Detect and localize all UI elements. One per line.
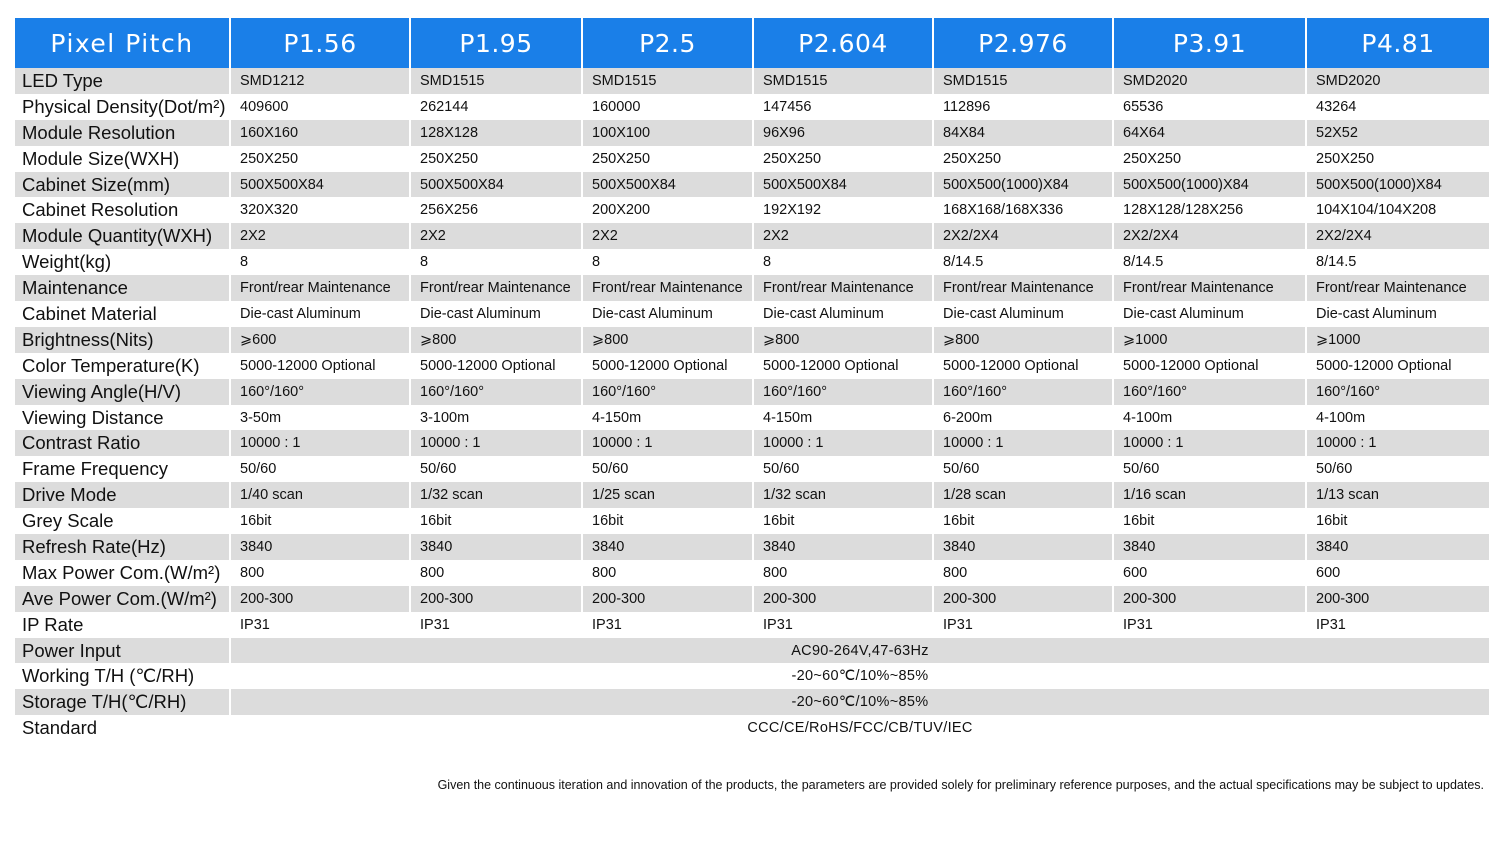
spec-value-cell: 5000-12000 Optional xyxy=(230,353,410,379)
table-row xyxy=(15,663,1489,689)
spec-value-cell: 5000-12000 Optional xyxy=(582,353,753,379)
spec-value-cell: 8 xyxy=(230,249,410,275)
spec-value-cell: 160°/160° xyxy=(582,379,753,405)
spec-value-cell: 250X250 xyxy=(230,146,410,172)
merged-value-cell: -20~60℃/10%~85% xyxy=(230,663,1489,689)
merged-value-cell: CCC/CE/RoHS/FCC/CB/TUV/IEC xyxy=(230,715,1489,741)
spec-value-cell: 16bit xyxy=(582,508,753,534)
spec-value-cell: 200-300 xyxy=(1113,586,1306,612)
spec-value-cell: 10000 : 1 xyxy=(410,430,582,456)
spec-value-cell: 3840 xyxy=(410,534,582,560)
spec-value-cell: 200-300 xyxy=(410,586,582,612)
spec-value-cell: 1/32 scan xyxy=(410,482,582,508)
spec-value-cell: 100X100 xyxy=(582,120,753,146)
header-cell-p3-91: P3.91 xyxy=(1113,18,1306,68)
spec-value-cell: 200-300 xyxy=(753,586,933,612)
spec-value-cell: 250X250 xyxy=(1113,146,1306,172)
table-row xyxy=(15,638,1489,664)
row-label: Max Power Com.(W/m²) xyxy=(15,560,230,586)
spec-value-cell: ⩾800 xyxy=(933,327,1113,353)
spec-value-cell: 4-100m xyxy=(1113,405,1306,431)
spec-value-cell: 50/60 xyxy=(1113,456,1306,482)
header-cell-p1-95: P1.95 xyxy=(410,18,582,68)
row-label: Refresh Rate(Hz) xyxy=(15,534,230,560)
table-row xyxy=(15,586,1489,612)
spec-value-cell: 5000-12000 Optional xyxy=(410,353,582,379)
spec-value-cell: 160°/160° xyxy=(933,379,1113,405)
spec-value-cell: 800 xyxy=(230,560,410,586)
spec-value-cell: 192X192 xyxy=(753,197,933,223)
row-label: Cabinet Material xyxy=(15,301,230,327)
spec-value-cell: Front/rear Maintenance xyxy=(410,275,582,301)
spec-value-cell: IP31 xyxy=(933,612,1113,638)
spec-value-cell: 500X500(1000)X84 xyxy=(1306,172,1489,198)
spec-value-cell: 50/60 xyxy=(410,456,582,482)
spec-value-cell: 10000 : 1 xyxy=(582,430,753,456)
spec-value-cell: SMD2020 xyxy=(1113,68,1306,94)
spec-value-cell: 16bit xyxy=(410,508,582,534)
spec-value-cell: 1/25 scan xyxy=(582,482,753,508)
spec-value-cell: 50/60 xyxy=(230,456,410,482)
row-label: Cabinet Resolution xyxy=(15,197,230,223)
spec-value-cell: 2X2/2X4 xyxy=(1113,223,1306,249)
spec-value-cell: Front/rear Maintenance xyxy=(582,275,753,301)
spec-value-cell: 3840 xyxy=(933,534,1113,560)
spec-value-cell: 128X128/128X256 xyxy=(1113,197,1306,223)
spec-value-cell: 5000-12000 Optional xyxy=(753,353,933,379)
spec-value-cell: SMD2020 xyxy=(1306,68,1489,94)
spec-value-cell: 10000 : 1 xyxy=(753,430,933,456)
spec-value-cell: ⩾600 xyxy=(230,327,410,353)
spec-value-cell: 500X500X84 xyxy=(753,172,933,198)
spec-value-cell: 160°/160° xyxy=(753,379,933,405)
spec-value-cell: 3-50m xyxy=(230,405,410,431)
spec-value-cell: Die-cast Aluminum xyxy=(410,301,582,327)
spec-value-cell: ⩾800 xyxy=(753,327,933,353)
spec-value-cell: 104X104/104X208 xyxy=(1306,197,1489,223)
spec-value-cell: IP31 xyxy=(753,612,933,638)
spec-value-cell: 500X500X84 xyxy=(582,172,753,198)
row-label: Grey Scale xyxy=(15,508,230,534)
spec-value-cell: 250X250 xyxy=(933,146,1113,172)
row-label: Brightness(Nits) xyxy=(15,327,230,353)
table-row xyxy=(15,94,1489,120)
spec-value-cell: 43264 xyxy=(1306,94,1489,120)
spec-value-cell: 10000 : 1 xyxy=(1113,430,1306,456)
spec-value-cell: 147456 xyxy=(753,94,933,120)
table-row xyxy=(15,560,1489,586)
spec-value-cell: Front/rear Maintenance xyxy=(1306,275,1489,301)
spec-value-cell: 200-300 xyxy=(933,586,1113,612)
spec-value-cell: 8/14.5 xyxy=(1306,249,1489,275)
spec-value-cell: 2X2 xyxy=(230,223,410,249)
spec-value-cell: 800 xyxy=(933,560,1113,586)
spec-value-cell: 3840 xyxy=(1306,534,1489,560)
table-row xyxy=(15,327,1489,353)
spec-value-cell: 250X250 xyxy=(753,146,933,172)
spec-value-cell: 262144 xyxy=(410,94,582,120)
spec-value-cell: 64X64 xyxy=(1113,120,1306,146)
spec-value-cell: 2X2 xyxy=(753,223,933,249)
row-label: Standard xyxy=(15,715,230,741)
spec-value-cell: 5000-12000 Optional xyxy=(933,353,1113,379)
spec-value-cell: Front/rear Maintenance xyxy=(753,275,933,301)
table-row xyxy=(15,146,1489,172)
spec-value-cell: IP31 xyxy=(1306,612,1489,638)
table-row xyxy=(15,120,1489,146)
row-label: Ave Power Com.(W/m²) xyxy=(15,586,230,612)
spec-value-cell: 52X52 xyxy=(1306,120,1489,146)
merged-value-cell: AC90-264V,47-63Hz xyxy=(230,638,1489,664)
table-row xyxy=(15,482,1489,508)
spec-value-cell: 160°/160° xyxy=(410,379,582,405)
spec-value-cell: 160°/160° xyxy=(1113,379,1306,405)
row-label: Module Size(WXH) xyxy=(15,146,230,172)
spec-value-cell: 3-100m xyxy=(410,405,582,431)
table-row xyxy=(15,379,1489,405)
spec-value-cell: Die-cast Aluminum xyxy=(582,301,753,327)
spec-value-cell: 16bit xyxy=(230,508,410,534)
spec-value-cell: SMD1515 xyxy=(933,68,1113,94)
spec-value-cell: 84X84 xyxy=(933,120,1113,146)
spec-value-cell: 600 xyxy=(1306,560,1489,586)
spec-value-cell: 5000-12000 Optional xyxy=(1113,353,1306,379)
spec-value-cell: IP31 xyxy=(230,612,410,638)
spec-value-cell: 500X500(1000)X84 xyxy=(1113,172,1306,198)
row-label: Cabinet Size(mm) xyxy=(15,172,230,198)
spec-value-cell: 1/40 scan xyxy=(230,482,410,508)
table-row xyxy=(15,534,1489,560)
spec-value-cell: 500X500(1000)X84 xyxy=(933,172,1113,198)
row-label: Viewing Angle(H/V) xyxy=(15,379,230,405)
spec-value-cell: Die-cast Aluminum xyxy=(230,301,410,327)
spec-value-cell: 8 xyxy=(753,249,933,275)
spec-value-cell: 160000 xyxy=(582,94,753,120)
table-row xyxy=(15,353,1489,379)
spec-value-cell: 1/28 scan xyxy=(933,482,1113,508)
spec-value-cell: 160X160 xyxy=(230,120,410,146)
table-row xyxy=(15,249,1489,275)
table-row xyxy=(15,197,1489,223)
spec-value-cell: 3840 xyxy=(753,534,933,560)
spec-value-cell: Die-cast Aluminum xyxy=(753,301,933,327)
spec-value-cell: 256X256 xyxy=(410,197,582,223)
spec-value-cell: 250X250 xyxy=(582,146,753,172)
spec-table xyxy=(15,18,1489,741)
spec-value-cell: 50/60 xyxy=(933,456,1113,482)
table-row xyxy=(15,508,1489,534)
spec-value-cell: 160°/160° xyxy=(1306,379,1489,405)
spec-value-cell: 8/14.5 xyxy=(1113,249,1306,275)
table-row xyxy=(15,715,1489,741)
spec-value-cell: 8 xyxy=(582,249,753,275)
header-cell-p1-56: P1.56 xyxy=(230,18,410,68)
spec-value-cell: 50/60 xyxy=(582,456,753,482)
spec-value-cell: Front/rear Maintenance xyxy=(933,275,1113,301)
table-row xyxy=(15,172,1489,198)
spec-value-cell: 10000 : 1 xyxy=(1306,430,1489,456)
spec-value-cell: 10000 : 1 xyxy=(933,430,1113,456)
row-label: Physical Density(Dot/m²) xyxy=(15,94,230,120)
table-row xyxy=(15,689,1489,715)
spec-value-cell: 50/60 xyxy=(1306,456,1489,482)
row-label: Module Quantity(WXH) xyxy=(15,223,230,249)
spec-value-cell: Front/rear Maintenance xyxy=(230,275,410,301)
spec-value-cell: 500X500X84 xyxy=(230,172,410,198)
spec-value-cell: 4-100m xyxy=(1306,405,1489,431)
spec-value-cell: Front/rear Maintenance xyxy=(1113,275,1306,301)
spec-value-cell: ⩾1000 xyxy=(1306,327,1489,353)
spec-value-cell: 5000-12000 Optional xyxy=(1306,353,1489,379)
spec-value-cell: 8 xyxy=(410,249,582,275)
header-cell-p2-604: P2.604 xyxy=(753,18,933,68)
spec-value-cell: IP31 xyxy=(1113,612,1306,638)
spec-value-cell: IP31 xyxy=(582,612,753,638)
spec-value-cell: 8/14.5 xyxy=(933,249,1113,275)
row-label: Frame Frequency xyxy=(15,456,230,482)
row-label: IP Rate xyxy=(15,612,230,638)
row-label: Module Resolution xyxy=(15,120,230,146)
header-cell-p2-976: P2.976 xyxy=(933,18,1113,68)
spec-value-cell: 3840 xyxy=(582,534,753,560)
spec-value-cell: 10000 : 1 xyxy=(230,430,410,456)
spec-value-cell: 4-150m xyxy=(582,405,753,431)
spec-value-cell: 2X2 xyxy=(410,223,582,249)
spec-value-cell: 200-300 xyxy=(582,586,753,612)
row-label: Weight(kg) xyxy=(15,249,230,275)
spec-value-cell: 1/13 scan xyxy=(1306,482,1489,508)
spec-value-cell: SMD1515 xyxy=(753,68,933,94)
spec-value-cell: ⩾800 xyxy=(582,327,753,353)
spec-value-cell: 128X128 xyxy=(410,120,582,146)
spec-value-cell: Die-cast Aluminum xyxy=(1113,301,1306,327)
row-label: Power Input xyxy=(15,638,230,664)
merged-value-cell: -20~60℃/10%~85% xyxy=(230,689,1489,715)
spec-value-cell: SMD1515 xyxy=(582,68,753,94)
row-label: LED Type xyxy=(15,68,230,94)
spec-value-cell: 800 xyxy=(582,560,753,586)
header-cell-p4-81: P4.81 xyxy=(1306,18,1489,68)
spec-value-cell: Die-cast Aluminum xyxy=(1306,301,1489,327)
spec-value-cell: 3840 xyxy=(230,534,410,560)
spec-value-cell: 2X2 xyxy=(582,223,753,249)
table-row xyxy=(15,405,1489,431)
spec-value-cell: 800 xyxy=(410,560,582,586)
spec-value-cell: SMD1515 xyxy=(410,68,582,94)
spec-value-cell: 800 xyxy=(753,560,933,586)
spec-value-cell: ⩾800 xyxy=(410,327,582,353)
spec-value-cell: 409600 xyxy=(230,94,410,120)
spec-value-cell: ⩾1000 xyxy=(1113,327,1306,353)
row-label: Drive Mode xyxy=(15,482,230,508)
disclaimer-footnote: Given the continuous iteration and innovation of the products, the parameters are provided solely for preliminary reference purposes, and the actual specifications may be subject to updates. xyxy=(437,778,1484,792)
spec-value-cell: 500X500X84 xyxy=(410,172,582,198)
spec-value-cell: 1/32 scan xyxy=(753,482,933,508)
spec-value-cell: 16bit xyxy=(1306,508,1489,534)
table-row xyxy=(15,68,1489,94)
spec-value-cell: 16bit xyxy=(753,508,933,534)
spec-value-cell: Die-cast Aluminum xyxy=(933,301,1113,327)
table-row xyxy=(15,612,1489,638)
row-label: Color Temperature(K) xyxy=(15,353,230,379)
spec-value-cell: 6-200m xyxy=(933,405,1113,431)
row-label: Contrast Ratio xyxy=(15,430,230,456)
spec-value-cell: 50/60 xyxy=(753,456,933,482)
spec-value-cell: 200-300 xyxy=(230,586,410,612)
spec-value-cell: 2X2/2X4 xyxy=(933,223,1113,249)
spec-value-cell: 3840 xyxy=(1113,534,1306,560)
spec-value-cell: 250X250 xyxy=(1306,146,1489,172)
spec-value-cell: 250X250 xyxy=(410,146,582,172)
spec-value-cell: 600 xyxy=(1113,560,1306,586)
spec-value-cell: 200X200 xyxy=(582,197,753,223)
table-row xyxy=(15,301,1489,327)
spec-value-cell: 4-150m xyxy=(753,405,933,431)
row-label: Viewing Distance xyxy=(15,405,230,431)
spec-value-cell: 112896 xyxy=(933,94,1113,120)
header-cell-pixel-pitch: Pixel Pitch xyxy=(15,18,230,68)
spec-value-cell: 200-300 xyxy=(1306,586,1489,612)
table-row xyxy=(15,275,1489,301)
spec-value-cell: SMD1212 xyxy=(230,68,410,94)
spec-value-cell: 16bit xyxy=(1113,508,1306,534)
spec-value-cell: 1/16 scan xyxy=(1113,482,1306,508)
table-row xyxy=(15,430,1489,456)
table-row xyxy=(15,456,1489,482)
spec-value-cell: IP31 xyxy=(410,612,582,638)
spec-value-cell: 160°/160° xyxy=(230,379,410,405)
table-header-row xyxy=(15,18,1489,68)
spec-value-cell: 2X2/2X4 xyxy=(1306,223,1489,249)
spec-value-cell: 168X168/168X336 xyxy=(933,197,1113,223)
row-label: Storage T/H(℃/RH) xyxy=(15,689,230,715)
spec-value-cell: 96X96 xyxy=(753,120,933,146)
row-label: Working T/H (℃/RH) xyxy=(15,663,230,689)
table-row xyxy=(15,223,1489,249)
spec-table-body xyxy=(15,68,1489,741)
spec-value-cell: 65536 xyxy=(1113,94,1306,120)
header-cell-p2-5: P2.5 xyxy=(582,18,753,68)
spec-value-cell: 320X320 xyxy=(230,197,410,223)
spec-value-cell: 16bit xyxy=(933,508,1113,534)
row-label: Maintenance xyxy=(15,275,230,301)
